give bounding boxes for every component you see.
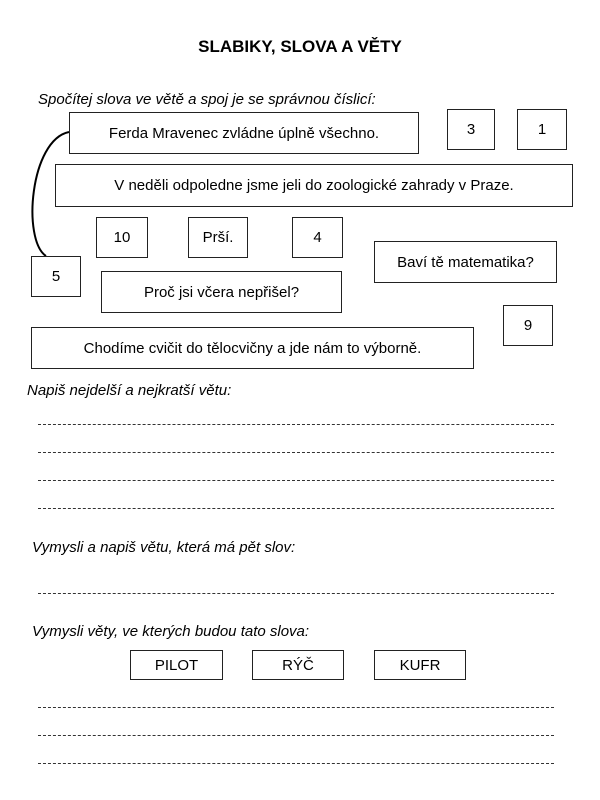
number-box-4[interactable] <box>292 217 343 258</box>
number-box-3[interactable] <box>447 109 495 150</box>
sentence-text: Proč jsi včera nepřišel? <box>143 283 300 301</box>
sentence-text: Chodíme cvičit do tělocvičny a jde nám to výborně. <box>83 339 422 357</box>
writing-line[interactable] <box>38 593 554 594</box>
writing-line[interactable] <box>38 508 554 509</box>
instruction-longest-shortest: Napiš nejdelší a nejkratší větu: <box>27 382 232 399</box>
page-title: SLABIKY, SLOVA A VĚTY <box>198 37 402 56</box>
number-text: 5 <box>51 268 61 285</box>
word-box-pilot <box>130 650 223 680</box>
number-text: 3 <box>466 121 476 138</box>
instruction-count-words: Spočítej slova ve větě a spoj je se správnou číslicí: <box>38 91 376 108</box>
sentence-text: Baví tě matematika? <box>397 253 534 271</box>
sentence-text: Ferda Mravenec zvládne úplně všechno. <box>108 124 380 142</box>
word-box-kufr <box>374 650 466 680</box>
instruction-make-sentences: Vymysli věty, ve kterých budou tato slova: <box>32 623 310 640</box>
word-text: KUFR <box>399 656 441 674</box>
writing-line[interactable] <box>38 707 554 708</box>
writing-line[interactable] <box>38 735 554 736</box>
sentence-box-prsi[interactable] <box>188 217 248 258</box>
sentence-box-proc[interactable] <box>101 271 342 313</box>
word-box-ryc <box>252 650 344 680</box>
number-box-10[interactable] <box>96 217 148 258</box>
writing-line[interactable] <box>38 452 554 453</box>
number-box-1[interactable] <box>517 109 567 150</box>
writing-line[interactable] <box>38 424 554 425</box>
sentence-box-ferda[interactable] <box>69 112 419 154</box>
sentence-box-chodime[interactable] <box>31 327 474 369</box>
writing-line[interactable] <box>38 763 554 764</box>
number-box-5[interactable] <box>31 256 81 297</box>
word-text: PILOT <box>154 656 199 674</box>
sentence-text: V neděli odpoledne jsme jeli do zoologické zahrady v Praze. <box>114 177 514 194</box>
number-text: 9 <box>523 317 533 334</box>
sentence-box-nedeli[interactable] <box>55 164 573 207</box>
sentence-box-bavi[interactable] <box>374 241 557 283</box>
writing-line[interactable] <box>38 480 554 481</box>
number-text: 10 <box>113 229 131 246</box>
number-text: 4 <box>313 229 322 246</box>
number-text: 1 <box>537 121 547 138</box>
number-box-9[interactable] <box>503 305 553 346</box>
sentence-text: Prší. <box>202 229 234 246</box>
word-text: RÝČ <box>282 656 314 674</box>
instruction-five-words: Vymysli a napiš větu, která má pět slov: <box>32 539 296 556</box>
